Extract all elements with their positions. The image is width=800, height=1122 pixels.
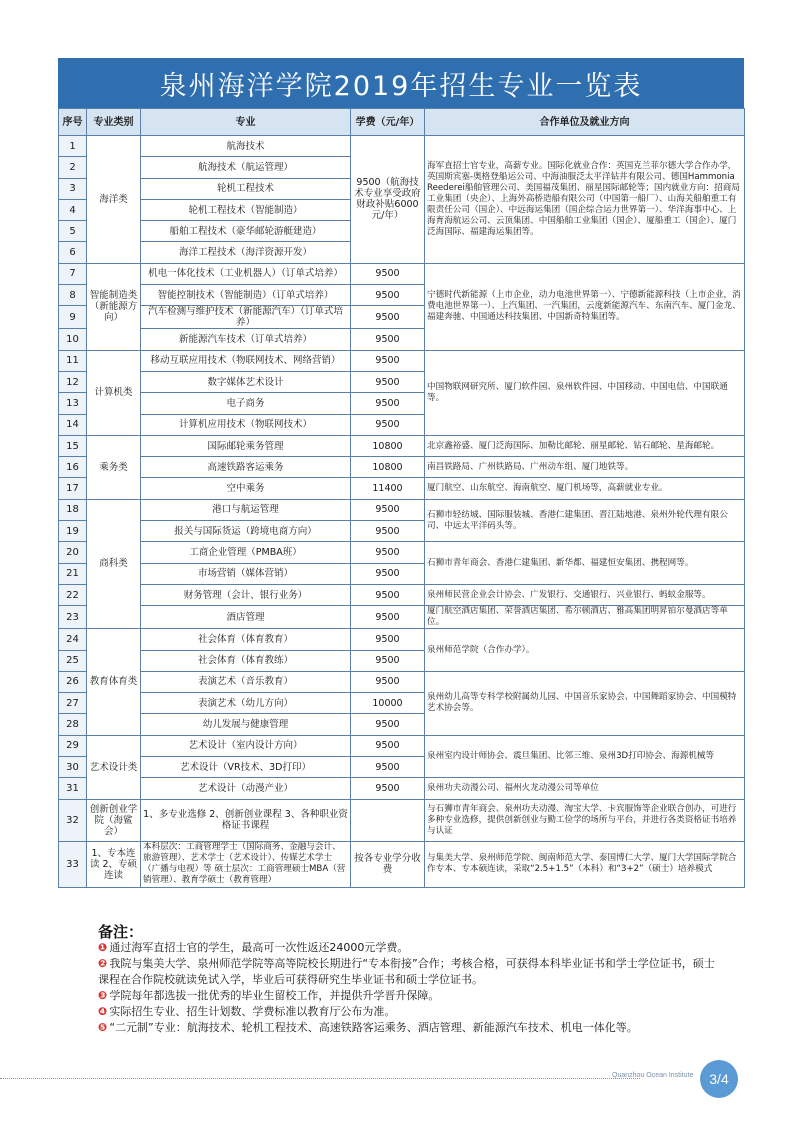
row-no: 9	[59, 306, 87, 329]
table-row	[59, 263, 745, 284]
table-row	[59, 841, 745, 887]
fee-cell: 9500	[351, 563, 425, 584]
row-no: 3	[59, 178, 87, 199]
fee-cell: 9500	[351, 584, 425, 605]
note-text: 学院每年都选拔一批优秀的毕业生留校工作，并提供升学晋升保障。	[109, 989, 440, 1002]
major-cell: 新能源汽车技术（订单式培养）	[141, 329, 351, 350]
row-no: 5	[59, 221, 87, 242]
row-no: 18	[59, 499, 87, 520]
direction-cell: 厦门航空酒店集团、荣誉酒店集团、希尔顿酒店、雅高集团明昇铂尔曼酒店等单位。	[425, 606, 745, 629]
page-number: 3/4	[700, 1060, 738, 1098]
row-no: 31	[59, 778, 87, 799]
major-cell: 社会体育（体育教练）	[141, 650, 351, 671]
major-cell: 财务管理（会计、银行业务）	[141, 584, 351, 605]
table-row	[59, 629, 745, 650]
row-no: 24	[59, 629, 87, 650]
direction-cell: 泉州师范学院（合作办学）。	[425, 629, 745, 672]
header-direction: 合作单位及就业方向	[425, 109, 745, 136]
major-cell: 高速铁路客运乘务	[141, 457, 351, 478]
row-no: 17	[59, 478, 87, 499]
footer-institute: Quanzhou Ocean Institute	[612, 1072, 694, 1079]
major-cell: 港口与航运管理	[141, 499, 351, 520]
row-no: 19	[59, 521, 87, 542]
direction-cell: 泉州师民营企业会计协会、广发银行、交通银行、兴业银行、蚂蚁金服等。	[425, 584, 745, 605]
major-cell: 数字媒体艺术设计	[141, 371, 351, 392]
direction-cell: 泉州幼儿高等专科学校附属幼儿园、中国音乐家协会、中国舞蹈家协会、中国模特艺术协会等。	[425, 671, 745, 735]
category-cell: 计算机类	[87, 350, 141, 435]
row-no: 4	[59, 199, 87, 220]
fee-cell: 9500	[351, 285, 425, 306]
major-cell: 幼儿发展与健康管理	[141, 714, 351, 735]
major-cell: 本科层次：工商管理学士（国际商务、金融与会计、旅游管理）、艺术学士（艺术设计）、传媒艺术学士（广播与电视）等 硕士层次：工商管理硕士MBA（营销管理）、教育学硕士（教育管理）	[141, 841, 351, 887]
row-no: 16	[59, 457, 87, 478]
major-cell: 航海技术（航运管理）	[141, 157, 351, 178]
note-marker: ❹	[98, 1005, 108, 1018]
fee-cell: 9500	[351, 263, 425, 284]
major-cell: 航海技术	[141, 136, 351, 157]
row-no: 21	[59, 563, 87, 584]
major-cell: 船舶工程技术（豪华邮轮游艇建造）	[141, 221, 351, 242]
row-no: 12	[59, 371, 87, 392]
note-marker: ❷	[98, 957, 108, 970]
header-category: 专业类别	[87, 109, 141, 136]
fee-cell: 9500	[351, 735, 425, 756]
table-row	[59, 542, 745, 563]
direction-cell: 海军直招士官专业，高薪专业。国际化就业合作：英国克兰菲尔德大学合作办学，英国斯宾塞-奥格登船运公司、中海油服泛太平洋钻井有限公司、德国Hammonia Reederei船舶管理公司、美国福茂集团、丽星国际邮轮等；国内就业方向：招商局工业集团（央企）、上海外高桥造船有限公司（中国第一船厂）、山海关船舶重工有限责任公司（国企）、中远海运集团（国企综合运力世界第一）、华洋海事中心、上海育海航运公司、云顶集团、中国船舶工业集团（国企）、厦船重工（国企）、厦门泛海国际、福建海运集团等。	[425, 136, 745, 264]
fee-cell: 9500	[351, 393, 425, 414]
direction-cell: 与集美大学、泉州师范学院、闽南师范大学、泰国博仁大学、厦门大学国际学院合作专本、专本硕连读，采取“2.5+1.5”（本科）和“3+2”（硕士）培养模式	[425, 841, 745, 887]
category-cell: 乘务类	[87, 435, 141, 499]
row-no: 11	[59, 350, 87, 371]
note-marker: ❺	[98, 1021, 108, 1034]
row-no: 15	[59, 435, 87, 456]
fee-cell: 9500	[351, 650, 425, 671]
note-item	[98, 956, 718, 988]
row-no: 25	[59, 650, 87, 671]
category-cell: 教育体育类	[87, 629, 141, 735]
fee-cell: 9500	[351, 606, 425, 629]
major-cell: 海洋工程技术（海洋资源开发）	[141, 242, 351, 263]
table-header-row	[59, 109, 745, 136]
major-cell: 国际邮轮乘务管理	[141, 435, 351, 456]
majors-table	[58, 108, 745, 888]
table-row	[59, 671, 745, 692]
direction-cell: 厦门航空、山东航空、海南航空、厦门机场等，高薪就业专业。	[425, 478, 745, 499]
row-no: 8	[59, 285, 87, 306]
direction-cell: 石狮市轻纺城、国际服装城、香港仁建集团、晋江陆地港、泉州外轮代理有限公司、中远太平洋码头等。	[425, 499, 745, 542]
major-cell: 计算机应用技术（物联网技术）	[141, 414, 351, 435]
row-no: 22	[59, 584, 87, 605]
table-row	[59, 606, 745, 629]
page-title: 泉州海洋学院2019年招生专业一览表	[58, 58, 744, 111]
fee-cell	[351, 799, 425, 841]
category-cell: 海洋类	[87, 136, 141, 264]
fee-cell: 9500	[351, 671, 425, 692]
direction-cell: 北京鑫裕盛、厦门泛海国际、加勒比邮轮、丽星邮轮、钻石邮轮、星海邮轮。	[425, 435, 745, 456]
major-cell: 报关与国际货运（跨境电商方向）	[141, 521, 351, 542]
row-no: 10	[59, 329, 87, 350]
table-row	[59, 735, 745, 756]
fee-cell: 9500	[351, 329, 425, 350]
notes-section	[98, 924, 718, 1036]
row-no: 27	[59, 693, 87, 714]
note-marker: ❶	[98, 941, 108, 954]
note-item	[98, 988, 718, 1004]
row-no: 13	[59, 393, 87, 414]
direction-cell: 与石狮市青年商会、泉州功夫动漫、淘宝大学、卡宾服饰等企业联合创办，可进行多种专业选修，提供创新创业与勤工俭学的场所与平台，并进行各类资格证书培养与认证	[425, 799, 745, 841]
row-no: 7	[59, 263, 87, 284]
row-no: 29	[59, 735, 87, 756]
header-major: 专业	[141, 109, 351, 136]
fee-cell: 9500	[351, 714, 425, 735]
category-cell: 智能制造类（新能源方向）	[87, 263, 141, 350]
category-cell: 创新创业学院（海鲨会）	[87, 799, 141, 841]
fee-cell: 9500	[351, 371, 425, 392]
fee-cell: 10800	[351, 457, 425, 478]
direction-cell: 南昌铁路局、广州铁路局、广州动车组、厦门地铁等。	[425, 457, 745, 478]
major-cell: 电子商务	[141, 393, 351, 414]
fee-cell: 10800	[351, 435, 425, 456]
table-row	[59, 799, 745, 841]
table-row	[59, 457, 745, 478]
row-no: 2	[59, 157, 87, 178]
notes-heading: 备注：	[98, 923, 144, 941]
major-cell: 工商企业管理（PMBA班）	[141, 542, 351, 563]
note-item	[98, 1020, 718, 1036]
direction-cell: 宁德时代新能源（上市企业，动力电池世界第一）、宁德新能源科技（上市企业，消费电池世界第一）、上汽集团、一汽集团，云度新能源汽车、东南汽车、厦门金龙、福建奔驰、中国通达科技集团、中国新奇特集团等。	[425, 263, 745, 350]
fee-cell: 10000	[351, 693, 425, 714]
table-row	[59, 350, 745, 371]
major-cell: 智能控制技术（智能制造）（订单式培养）	[141, 285, 351, 306]
row-no: 14	[59, 414, 87, 435]
row-no: 30	[59, 757, 87, 778]
row-no: 20	[59, 542, 87, 563]
fee-cell: 9500	[351, 629, 425, 650]
fee-cell: 9500	[351, 778, 425, 799]
footer-divider	[0, 1078, 640, 1079]
fee-cell: 9500	[351, 757, 425, 778]
header-fee: 学费（元/年）	[351, 109, 425, 136]
major-cell: 移动互联应用技术（物联网技术、网络营销）	[141, 350, 351, 371]
major-cell: 机电一体化技术（工业机器人）（订单式培养）	[141, 263, 351, 284]
row-no: 23	[59, 606, 87, 629]
major-cell: 市场营销（媒体营销）	[141, 563, 351, 584]
table-row	[59, 584, 745, 605]
category-cell: 1、专本连读 2、专硕连读	[87, 841, 141, 887]
major-cell: 汽车检测与维护技术（新能源汽车）（订单式培养）	[141, 306, 351, 329]
row-no: 1	[59, 136, 87, 157]
note-item	[98, 1004, 718, 1020]
note-text: “二元制”专业：航海技术、轮机工程技术、高速铁路客运乘务、酒店管理、新能源汽车技术、机电一体化等。	[109, 1021, 638, 1034]
fee-cell: 9500	[351, 542, 425, 563]
note-text: 通过海军直招士官的学生，最高可一次性返还24000元学费。	[109, 941, 409, 954]
direction-cell: 泉州功夫动漫公司、福州火龙动漫公司等单位	[425, 778, 745, 799]
major-cell: 轮机工程技术	[141, 178, 351, 199]
fee-cell: 9500	[351, 414, 425, 435]
major-cell: 艺术设计（VR技术、3D打印）	[141, 757, 351, 778]
direction-cell: 石狮市青年商会、香港仁建集团、新华都、福建恒安集团、携程网等。	[425, 542, 745, 585]
major-cell: 表演艺术（幼儿方向）	[141, 693, 351, 714]
direction-cell: 泉州室内设计师协会、震旦集团、比邻三维、泉州3D打印协会、海源机械等	[425, 735, 745, 778]
major-cell: 1、多专业选修 2、创新创业课程 3、各种职业资格证书课程	[141, 799, 351, 841]
header-no: 序号	[59, 109, 87, 136]
fee-cell: 9500	[351, 306, 425, 329]
table-row	[59, 499, 745, 520]
major-cell: 表演艺术（音乐教育）	[141, 671, 351, 692]
note-item	[98, 940, 718, 956]
note-text: 我院与集美大学、泉州师范学院等高等院校长期进行“专本衔接”合作；考核合格，可获得本科毕业证书和学士学位证书，硕士课程在合作院校就读免试入学，毕业后可获得研究生毕业证书和硕士学位证书。	[98, 957, 715, 986]
row-no: 32	[59, 799, 87, 841]
major-cell: 轮机工程技术（智能制造）	[141, 199, 351, 220]
direction-cell: 中国物联网研究所、厦门软件园、泉州软件园、中国移动、中国电信、中国联通等。	[425, 350, 745, 435]
major-cell: 艺术设计（室内设计方向）	[141, 735, 351, 756]
table-row	[59, 136, 745, 157]
major-cell: 艺术设计（动漫产业）	[141, 778, 351, 799]
fee-cell: 9500（航海技术专业享受政府财政补贴6000元/年）	[351, 136, 425, 264]
row-no: 28	[59, 714, 87, 735]
major-cell: 社会体育（体育教育）	[141, 629, 351, 650]
fee-cell: 9500	[351, 350, 425, 371]
table-row	[59, 435, 745, 456]
fee-cell: 9500	[351, 499, 425, 520]
major-cell: 酒店管理	[141, 606, 351, 629]
row-no: 26	[59, 671, 87, 692]
note-marker: ❸	[98, 989, 108, 1002]
fee-cell: 9500	[351, 521, 425, 542]
row-no: 6	[59, 242, 87, 263]
table-row	[59, 778, 745, 799]
note-text: 实际招生专业、招生计划数、学费标准以教育厅公布为准。	[109, 1005, 396, 1018]
category-cell: 艺术设计类	[87, 735, 141, 799]
table-row	[59, 478, 745, 499]
row-no: 33	[59, 841, 87, 887]
category-cell: 商科类	[87, 499, 141, 628]
fee-cell: 11400	[351, 478, 425, 499]
fee-cell: 按各专业学分收费	[351, 841, 425, 887]
major-cell: 空中乘务	[141, 478, 351, 499]
